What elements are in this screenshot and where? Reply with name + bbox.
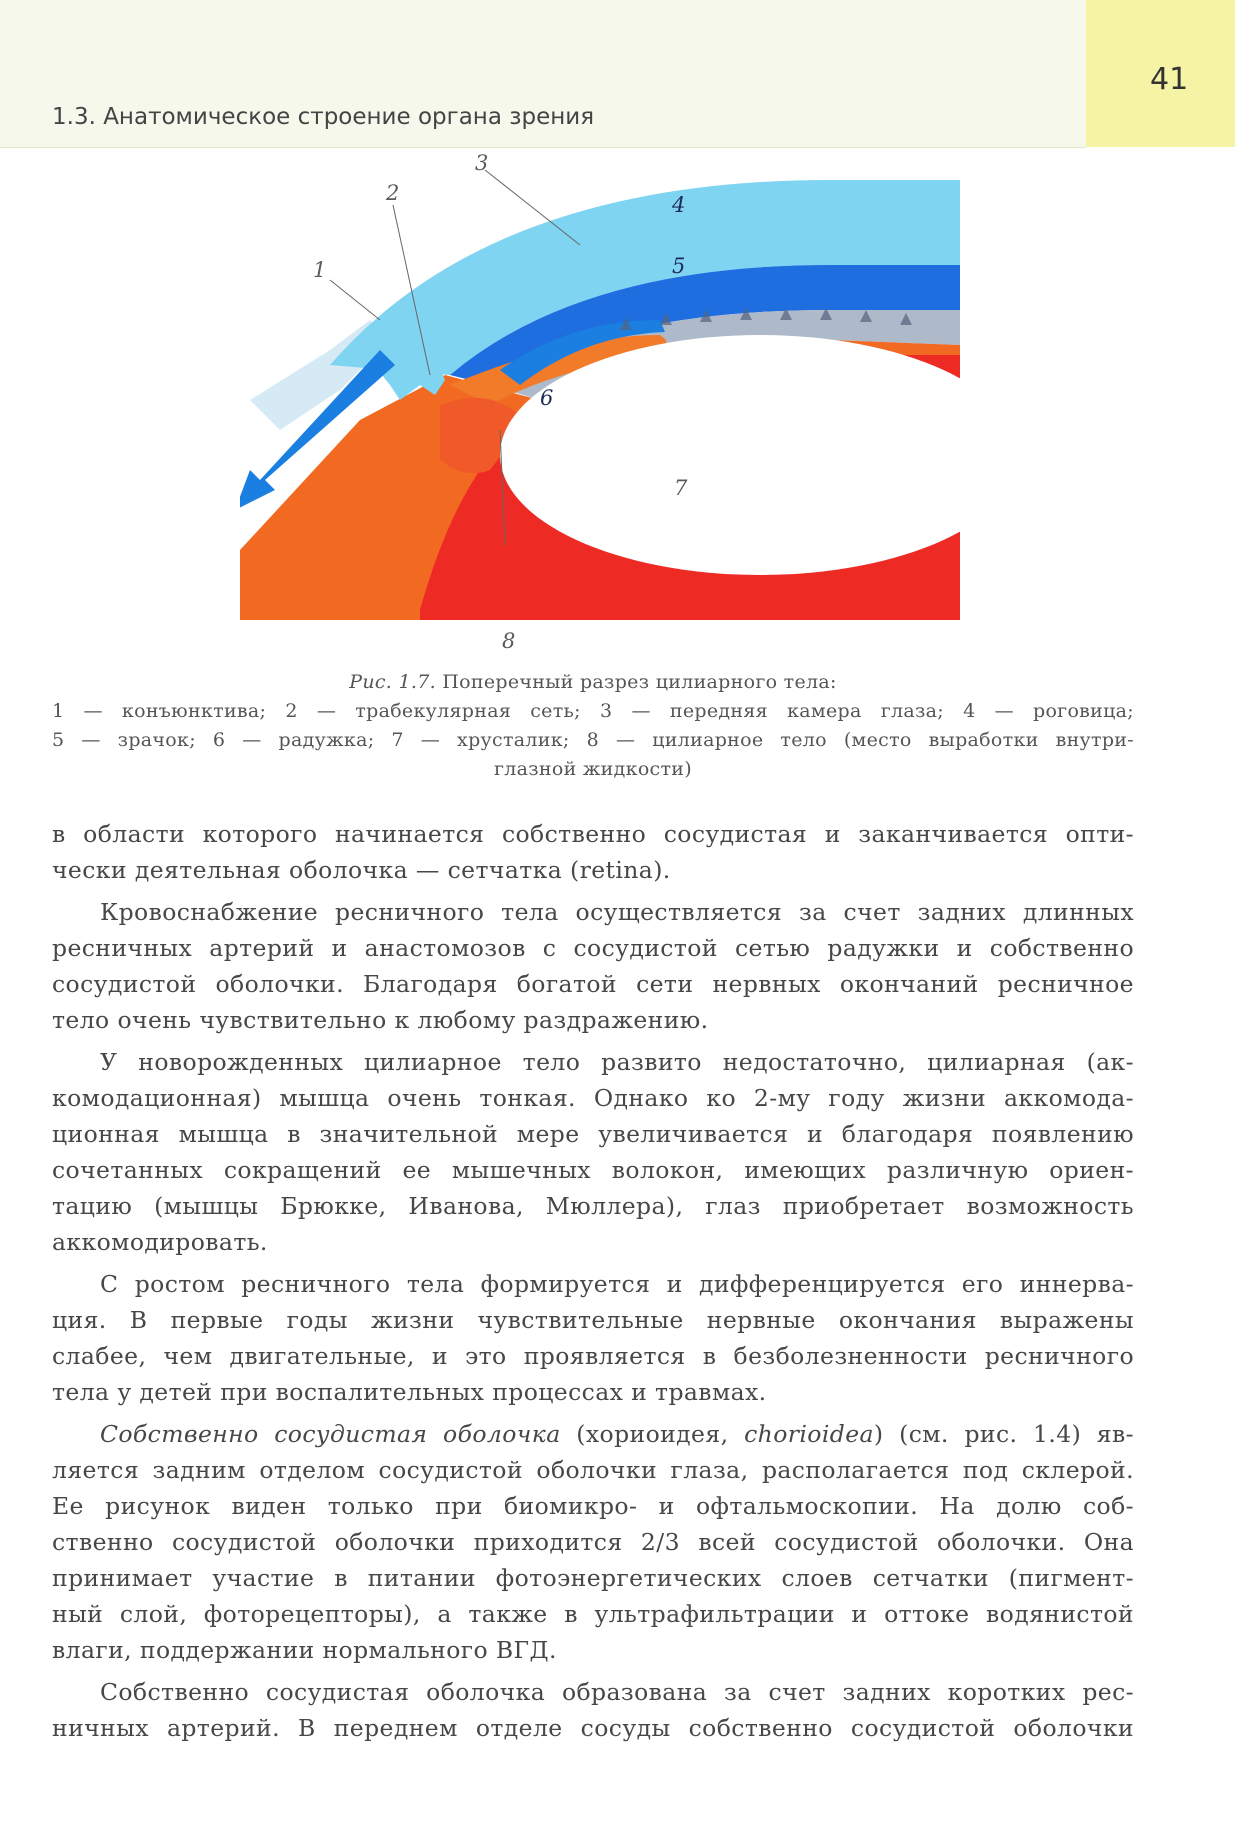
lens	[500, 335, 1020, 575]
figure-label-4: 4	[672, 193, 686, 217]
page-number: 41	[1150, 62, 1189, 97]
text-line: У новорожденных цилиарное тело развито недостаточно, цилиарная (ак-	[100, 1048, 1134, 1076]
latin-term: chorioidea	[744, 1420, 874, 1448]
figure-label-5: 5	[672, 254, 686, 278]
paragraph-2	[52, 1044, 1134, 1260]
text-fragment: ) (см. рис. 1.4) яв-	[873, 1420, 1134, 1448]
figure-label-2: 2	[386, 181, 400, 205]
text-line: Ее рисунок виден только при биомикро- и офтальмоскопии. На долю соб-	[52, 1492, 1134, 1520]
text-line: С ростом ресничного тела формируется и дифференцируется его иннерва-	[100, 1270, 1134, 1298]
text-line: слабее, чем двигательные, и это проявляется в безболезненности ресничного	[52, 1342, 1134, 1370]
body-text	[52, 816, 1134, 1752]
text-line: Кровоснабжение ресничного тела осуществляется за счет задних длинных	[100, 898, 1134, 926]
running-header: 1.3. Анатомическое строение органа зрения	[52, 104, 595, 130]
ciliary-body-diagram	[240, 151, 960, 660]
text-line: ничных артерий. В переднем отделе сосуды собственно сосудистой оболочки	[52, 1714, 1134, 1742]
paragraph-5	[52, 1674, 1134, 1746]
text-line: ляется задним отделом сосудистой оболочки глаза, располагается под склерой.	[52, 1456, 1134, 1484]
text-line: Собственно сосудистая оболочка образована за счет задних коротких рес-	[100, 1678, 1134, 1706]
figure-label-7: 7	[674, 476, 688, 500]
caption-title-text: Поперечный разрез цилиарного тела:	[442, 671, 837, 693]
text-line: аккомодировать.	[52, 1228, 268, 1256]
paragraph-3	[52, 1266, 1134, 1410]
caption-title	[52, 668, 1134, 697]
text-line: тацию (мышцы Брюкке, Иванова, Мюллера), глаз приобретает возможность	[52, 1192, 1134, 1220]
text-line: чески деятельная оболочка — сетчатка (retina).	[52, 856, 671, 884]
figure-label-3: 3	[475, 151, 489, 175]
caption-figure-number: Рис. 1.7.	[349, 671, 436, 693]
text-line: ресничных артерий и анастомозов с сосудистой сетью радужки и собственно	[52, 934, 1134, 962]
text-line: комодационная) мышца очень тонкая. Однако ко 2-му году жизни аккомода-	[52, 1084, 1134, 1112]
caption-line-1: 1 — конъюнктива; 2 — трабекулярная сеть; 3 — передняя камера глаза; 4 — роговица;	[52, 700, 1134, 722]
text-fragment: (хориоидея,	[560, 1420, 745, 1448]
text-line: ция. В первые годы жизни чувствительные нервные окончания выражены	[52, 1306, 1134, 1334]
ciliary-body-figure	[240, 151, 960, 660]
text-line: ционная мышца в значительной мере увеличивается и благодаря появлению	[52, 1120, 1134, 1148]
text-line: принимает участие в питании фотоэнергетических слоев сетчатки (пигмент-	[52, 1564, 1134, 1592]
caption-line-2: 5 — зрачок; 6 — радужка; 7 — хрусталик; 8 — цилиарное тело (место выработки внутри-	[52, 729, 1134, 751]
text-line: в области которого начинается собственно сосудистая и заканчивается опти-	[52, 820, 1134, 848]
paragraph-4	[52, 1416, 1134, 1668]
figure-label-6: 6	[540, 386, 554, 410]
text-line: сосудистой оболочки. Благодаря богатой сети нервных окончаний ресничное	[52, 970, 1134, 998]
text-line	[52, 1416, 1134, 1452]
figure-label-1: 1	[313, 258, 327, 282]
text-line: тело очень чувствительно к любому раздражению.	[52, 1006, 709, 1034]
text-line: влаги, поддержании нормального ВГД.	[52, 1636, 557, 1664]
caption-line-3: глазной жидкости)	[493, 758, 692, 780]
text-line: тела у детей при воспалительных процессах и травмах.	[52, 1378, 767, 1406]
term-choroid: Собственно сосудистая оболочка	[100, 1420, 561, 1448]
paragraph-1	[52, 894, 1134, 1038]
text-line: сочетанных сокращений ее мышечных волокон, имеющих различную ориен-	[52, 1156, 1134, 1184]
figure-caption	[52, 668, 1134, 784]
text-line: ственно сосудистой оболочки приходится 2/3 всей сосудистой оболочки. Она	[52, 1528, 1134, 1556]
text-line: ный слой, фоторецепторы), а также в ультрафильтрации и оттоке водянистой	[52, 1600, 1134, 1628]
paragraph-0	[52, 816, 1134, 888]
figure-label-8: 8	[502, 629, 516, 653]
